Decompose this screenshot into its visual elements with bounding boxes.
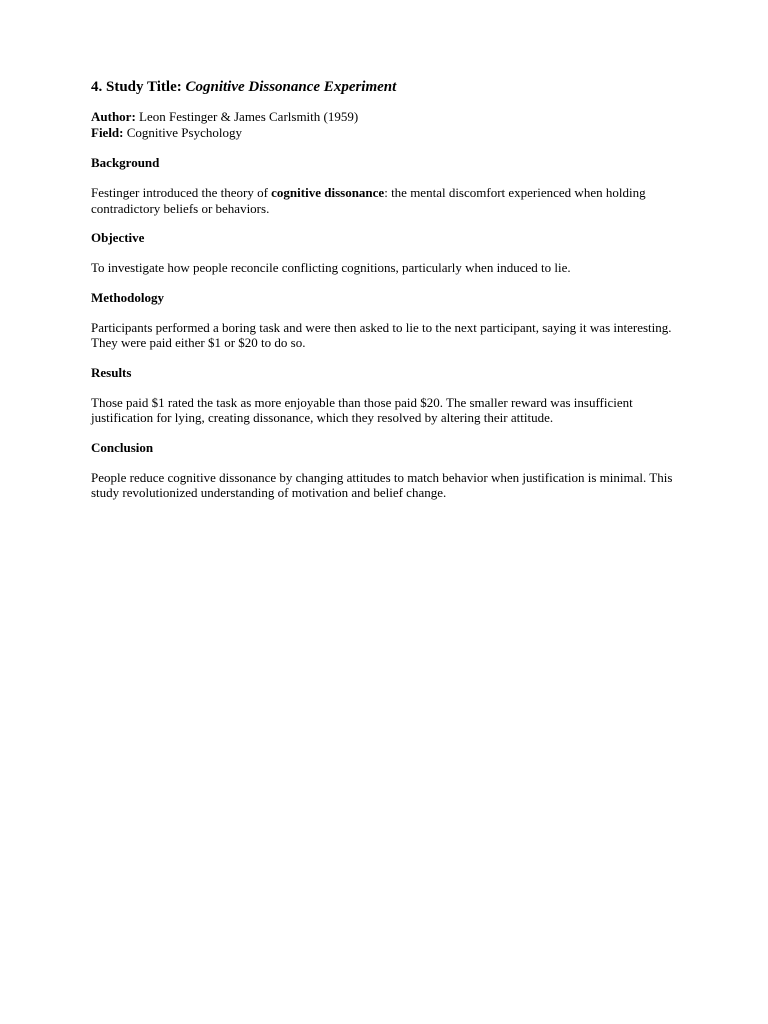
- objective-text: To investigate how people reconcile conflicting cognitions, particularly when induced to lie.: [91, 260, 571, 275]
- field-line: [91, 125, 691, 141]
- study-title-name: Cognitive Dissonance Experiment: [185, 79, 397, 95]
- field-label: Field:: [91, 125, 124, 140]
- background-text: [91, 185, 691, 216]
- author-line: [91, 109, 691, 125]
- conclusion-heading: Conclusion: [91, 439, 154, 455]
- study-title: [91, 77, 691, 97]
- conclusion-text: People reduce cognitive dissonance by changing attitudes to match behavior when justification is minimal. This study revolutionized understanding of motivation and belief change.: [91, 469, 673, 500]
- background-key-term: cognitive dissonance: [271, 185, 385, 200]
- results-text: Those paid $1 rated the task as more enjoyable than those paid $20. The smaller reward was insufficient justification for lying, creating dissonance, which they resolved by altering their attitude.: [91, 394, 633, 425]
- background-text-end: : the mental discomfort experienced when holding contradictory beliefs or behaviors.: [91, 185, 646, 216]
- methodology-heading: Methodology: [91, 289, 164, 305]
- document-page: [91, 77, 691, 501]
- field-value: Cognitive Psychology: [123, 125, 242, 140]
- study-meta: [91, 109, 691, 141]
- study-title-prefix: 4. Study Title:: [91, 79, 186, 95]
- background-text-start: Festinger introduced the theory of: [91, 185, 272, 200]
- results-heading: Results: [91, 364, 132, 380]
- objective-heading: Objective: [91, 230, 145, 245]
- methodology-text: Participants performed a boring task and were then asked to lie to the next participant, saying it was interesting. They were paid either $1 or $20 to do so.: [91, 319, 672, 350]
- background-heading: Background: [91, 155, 160, 170]
- author-value: Leon Festinger & James Carlsmith (1959): [135, 109, 359, 124]
- author-label: Author:: [91, 109, 136, 124]
